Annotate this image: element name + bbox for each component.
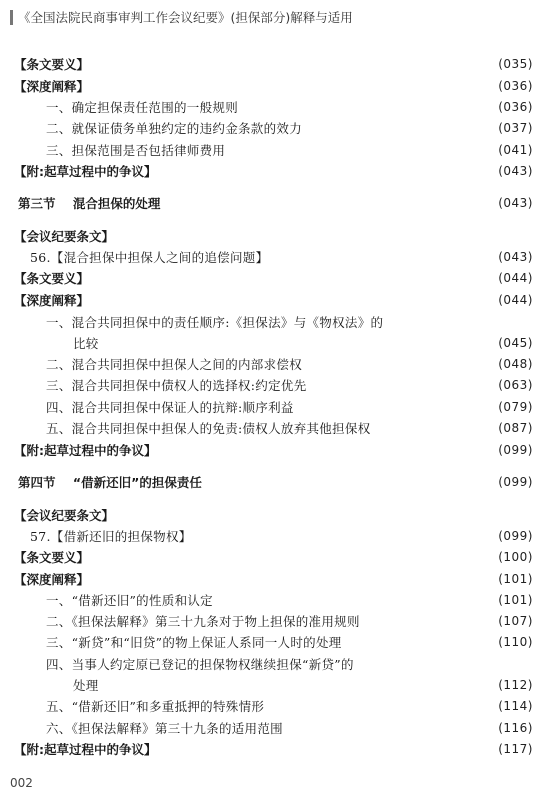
toc-entry-title: 二、就保证债务单独约定的违约金条款的效力 (46, 121, 303, 136)
leader-dots (93, 569, 477, 589)
toc-entry[interactable] (0, 118, 533, 138)
toc-page-number: (036) (498, 100, 533, 114)
toc-page-number: (100) (498, 550, 533, 564)
toc-entry-title: 【会议纪要条文】 (14, 229, 115, 244)
toc-entry[interactable] (0, 675, 533, 695)
toc-entry-title: 56.【混合担保中担保人之间的追偿问题】 (30, 250, 269, 265)
toc-entry[interactable] (0, 696, 533, 716)
toc-page-number: (112) (498, 678, 533, 692)
toc-entry-title: 二、《担保法解释》第三十九条对于物上担保的准用规则 (46, 614, 360, 629)
leader-dots (298, 397, 477, 417)
toc-page-number: (117) (498, 742, 533, 756)
toc-entry-title: 第四节 “借新还旧”的担保责任 (18, 475, 202, 490)
toc-section-heading[interactable] (0, 472, 533, 492)
toc-entry[interactable] (0, 418, 533, 438)
toc-page-number: (114) (498, 699, 533, 713)
toc-entry[interactable] (0, 76, 533, 96)
toc-entry[interactable] (0, 54, 533, 74)
toc-page-number: (037) (498, 121, 533, 135)
toc-entry-title: 四、当事人约定原已登记的担保物权继续担保“新贷”的 (46, 657, 354, 672)
toc-entry[interactable] (0, 397, 533, 417)
toc-entry-title: 二、混合共同担保中担保人之间的内部求偿权 (46, 357, 303, 372)
leader-dots (103, 675, 477, 695)
toc-entry[interactable] (0, 290, 533, 310)
toc-page-number: (087) (498, 421, 533, 435)
toc-page-number: (099) (498, 443, 533, 457)
toc-page-number: (035) (498, 57, 533, 71)
toc-page-number: (036) (498, 79, 533, 93)
running-title: 《全国法院民商事审判工作会议纪要》(担保部分)解释与适用 (18, 10, 353, 25)
toc-entry-title: 第三节 混合担保的处理 (18, 196, 161, 211)
toc-entry[interactable] (0, 333, 533, 353)
toc-entry[interactable] (0, 375, 533, 395)
toc-entry[interactable] (0, 739, 533, 759)
toc-page-number: (044) (498, 293, 533, 307)
leader-dots (161, 739, 478, 759)
toc-entry[interactable] (0, 718, 533, 738)
toc-entry[interactable] (0, 505, 533, 525)
toc-entry-title: 57.【借新还旧的担保物权】 (30, 529, 192, 544)
toc-entry-title: 四、混合共同担保中保证人的抗辩:顺序利益 (46, 400, 294, 415)
toc-page-number: (116) (498, 721, 533, 735)
toc-entry-title: 三、担保范围是否包括律师费用 (46, 143, 226, 158)
toc-entry-title: 【条文要义】 (14, 57, 90, 72)
leader-dots (206, 472, 477, 492)
toc-page-number: (079) (498, 400, 533, 414)
toc-entry-title: 【附:起草过程中的争议】 (14, 443, 157, 458)
toc-entry-title: 【会议纪要条文】 (14, 508, 115, 523)
toc-entry-title: 【附:起草过程中的争议】 (14, 164, 157, 179)
toc-entry[interactable] (0, 632, 533, 652)
page-number: 002 (10, 776, 33, 790)
leader-dots (93, 547, 477, 567)
toc-page-number: (063) (498, 378, 533, 392)
toc-page-number: (044) (498, 271, 533, 285)
toc-entry-title: 一、确定担保责任范围的一般规则 (46, 100, 239, 115)
toc-page-number: (101) (498, 593, 533, 607)
leader-dots (164, 193, 477, 213)
toc-entry[interactable] (0, 140, 533, 160)
leader-dots (196, 526, 477, 546)
leader-dots (93, 54, 477, 74)
running-header (10, 8, 353, 26)
toc-entry-title: 【深度阐释】 (14, 293, 90, 308)
toc-page-number: (107) (498, 614, 533, 628)
leader-dots (103, 333, 477, 353)
toc-page-number: (043) (498, 250, 533, 264)
toc-entry-title: 三、混合共同担保中债权人的选择权:约定优先 (46, 378, 307, 393)
toc-entry-title: 五、混合共同担保中担保人的免责:债权人放弃其他担保权 (46, 421, 371, 436)
leader-dots (93, 290, 477, 310)
toc-section-heading[interactable] (0, 193, 533, 213)
toc-entry[interactable] (0, 440, 533, 460)
toc-page-number: (101) (498, 572, 533, 586)
toc-entry[interactable] (0, 569, 533, 589)
leader-dots (311, 375, 477, 395)
toc-page-number: (110) (498, 635, 533, 649)
toc-entry-title: 一、混合共同担保中的责任顺序:《担保法》与《物权法》的 (46, 315, 384, 330)
toc-entry[interactable] (0, 247, 533, 267)
leader-dots (242, 97, 477, 117)
toc-page-number: (045) (498, 336, 533, 350)
toc-entry-title: 处理 (73, 678, 99, 693)
leader-dots (217, 590, 477, 610)
leader-dots (93, 76, 477, 96)
toc-entry-title: 【深度阐释】 (14, 79, 90, 94)
toc-entry[interactable] (0, 354, 533, 374)
toc-entry-title: 【条文要义】 (14, 271, 90, 286)
leader-dots (93, 268, 477, 288)
leader-dots (346, 632, 477, 652)
leader-dots (287, 718, 477, 738)
leader-dots (375, 418, 477, 438)
toc-entry-title: 一、“借新还旧”的性质和认定 (46, 593, 213, 608)
leader-dots (306, 354, 477, 374)
toc-entry[interactable] (0, 97, 533, 117)
toc-entry[interactable] (0, 611, 533, 631)
toc-page-number: (099) (498, 529, 533, 543)
toc-entry-title: 三、“新贷”和“旧贷”的物上保证人系同一人时的处理 (46, 635, 342, 650)
toc-entry[interactable] (0, 547, 533, 567)
header-bar (10, 10, 13, 25)
leader-dots (161, 161, 478, 181)
toc-entry[interactable] (0, 590, 533, 610)
toc-entry-title: 【附:起草过程中的争议】 (14, 742, 157, 757)
toc-entry[interactable] (0, 226, 533, 246)
toc-entry[interactable] (0, 654, 533, 674)
toc-entry-title: 比较 (73, 336, 99, 351)
toc-entry-title: 六、《担保法解释》第三十九条的适用范围 (46, 721, 283, 736)
toc-entry[interactable] (0, 268, 533, 288)
toc-page-number: (043) (498, 164, 533, 178)
toc-page-number: (048) (498, 357, 533, 371)
leader-dots (229, 140, 477, 160)
leader-dots (306, 118, 477, 138)
toc-entry[interactable] (0, 526, 533, 546)
toc-entry[interactable] (0, 161, 533, 181)
toc-entry-title: 【条文要义】 (14, 550, 90, 565)
toc-entry-title: 【深度阐释】 (14, 572, 90, 587)
toc-entry[interactable] (0, 312, 533, 332)
leader-dots (161, 440, 478, 460)
toc-page-number: (041) (498, 143, 533, 157)
leader-dots (364, 611, 477, 631)
toc-entry-title: 五、“借新还旧”和多重抵押的特殊情形 (46, 699, 265, 714)
toc-page-number: (043) (498, 196, 533, 210)
leader-dots (268, 696, 477, 716)
toc-page-number: (099) (498, 475, 533, 489)
leader-dots (272, 247, 477, 267)
